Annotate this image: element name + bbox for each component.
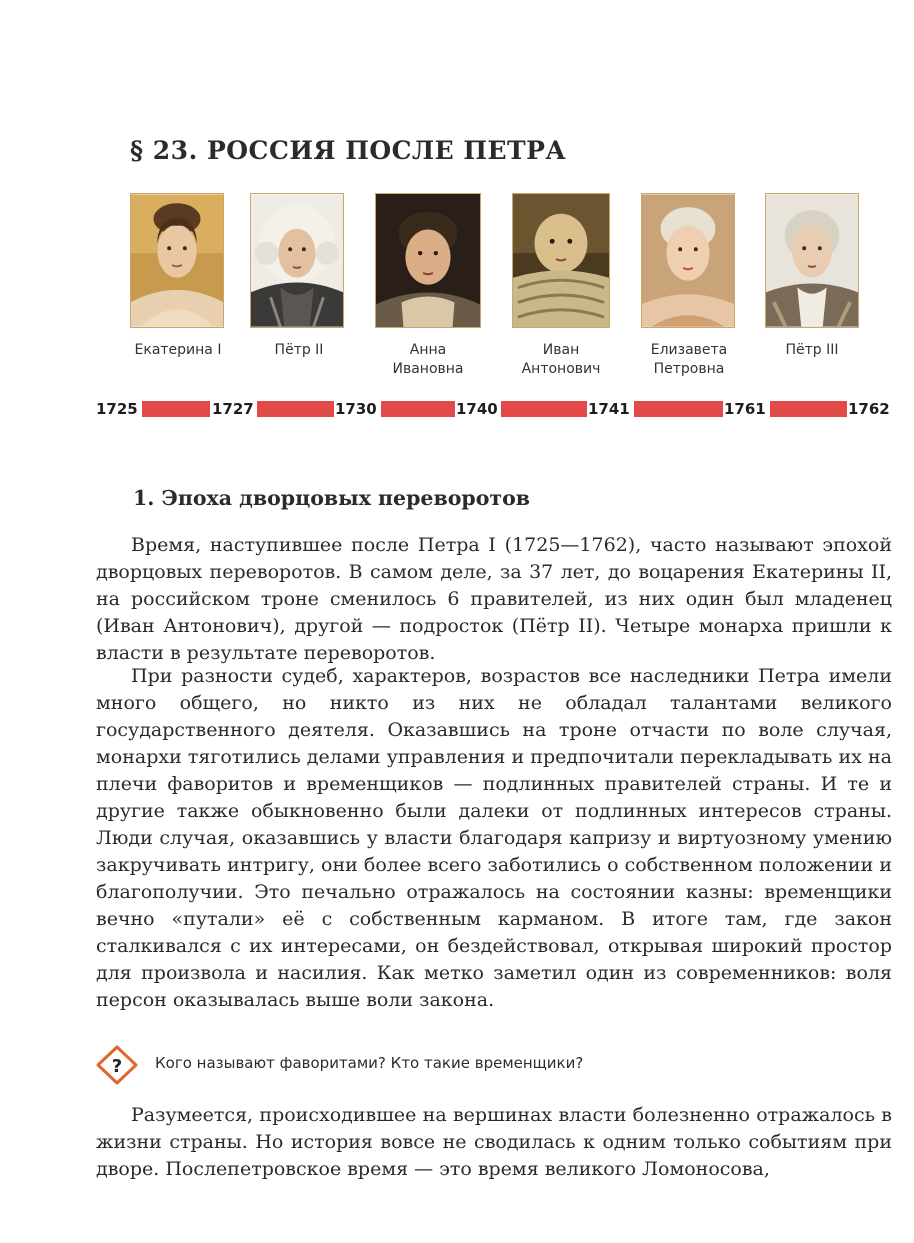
ruler-name: Анна Ивановна <box>392 342 464 377</box>
timeline-segment <box>770 401 847 417</box>
timeline-year: 1741 <box>588 400 630 418</box>
question-symbol: ? <box>111 1056 123 1077</box>
timeline-year: 1762 <box>848 400 890 418</box>
timeline-year: 1727 <box>212 400 254 418</box>
portrait-petr-ii-icon <box>250 193 344 328</box>
timeline-year: 1725 <box>96 400 138 418</box>
ruler-name: Елизавета Петровна <box>650 342 728 377</box>
question-callout <box>96 1045 896 1085</box>
portrait-anna-ivanovna-icon <box>375 193 481 328</box>
timeline-segment <box>142 401 210 417</box>
timeline-segment <box>381 401 455 417</box>
timeline-segment <box>501 401 587 417</box>
timeline-year: 1730 <box>335 400 377 418</box>
question-text: Кого называют фаворитами? Кто такие временщики? <box>155 1054 584 1072</box>
ruler-name: Пётр III <box>785 342 839 358</box>
rulers-portrait-row <box>0 193 914 383</box>
question-diamond-icon <box>96 1045 138 1085</box>
portrait-elizaveta-petrovna-icon <box>641 193 735 328</box>
ruler-name: Иван Антонович <box>521 342 601 377</box>
portrait-ekaterina-i-icon <box>130 193 224 328</box>
paragraph-1: Время, наступившее после Петра I (1725—1762), часто называют эпохой дворцовых переворотов. В самом деле, за 37 лет, до воцарения Екатерины II, на российском троне сменилось 6 правителей, из них один был младенец (Иван Антонович), другой — подросток (Пётр II). Четыре монарха пришли к власти в результате переворотов. <box>96 534 892 664</box>
ruler-name: Екатерина I <box>134 342 222 358</box>
ruler-name: Пётр II <box>274 342 324 358</box>
timeline-segment <box>634 401 723 417</box>
paragraph-2: При разности судеб, характеров, возрастов все наследники Петра имели много общего, но никто из них не обладал талантами великого государственного деятеля. Оказавшись на троне отчасти по воле случая, монархи тяготились делами управления и предпочитали перекладывать их на плечи фаворитов и временщиков — подлинных правителей страны. И те и другие также обыкновенно были далеки от подлинных интересов страны. Люди случая, оказавшись у власти благодаря капризу и виртуозному умению закручивать интригу, они более всего заботились о собственном положении и благополучии. Это печально отражалось на состоянии казны: временщики вечно «путали» её с собственным карманом. В итоге там, где закон сталкивался с их интересами, он бездействовал, открывая широкий простор для произвола и насилия. Как метко заметил один из современников: воля персон оказывалась выше воли закона. <box>96 665 892 1011</box>
portrait-ivan-antonovich-icon <box>512 193 610 328</box>
portrait-petr-iii-icon <box>765 193 859 328</box>
paragraph-3: Разумеется, происходившее на вершинах власти болезненно отражалось в жизни страны. Но история вовсе не сводилась к одним только событиям при дворе. Послепетровское время — это время великого Ломоносова, <box>96 1104 892 1180</box>
timeline-year: 1740 <box>456 400 498 418</box>
timeline-segment <box>257 401 334 417</box>
timeline-year: 1761 <box>724 400 766 418</box>
section-title: 1. Эпоха дворцовых переворотов <box>133 486 531 510</box>
reign-timeline <box>0 398 914 422</box>
chapter-title: § 23. РОССИЯ ПОСЛЕ ПЕТРА <box>130 136 567 165</box>
